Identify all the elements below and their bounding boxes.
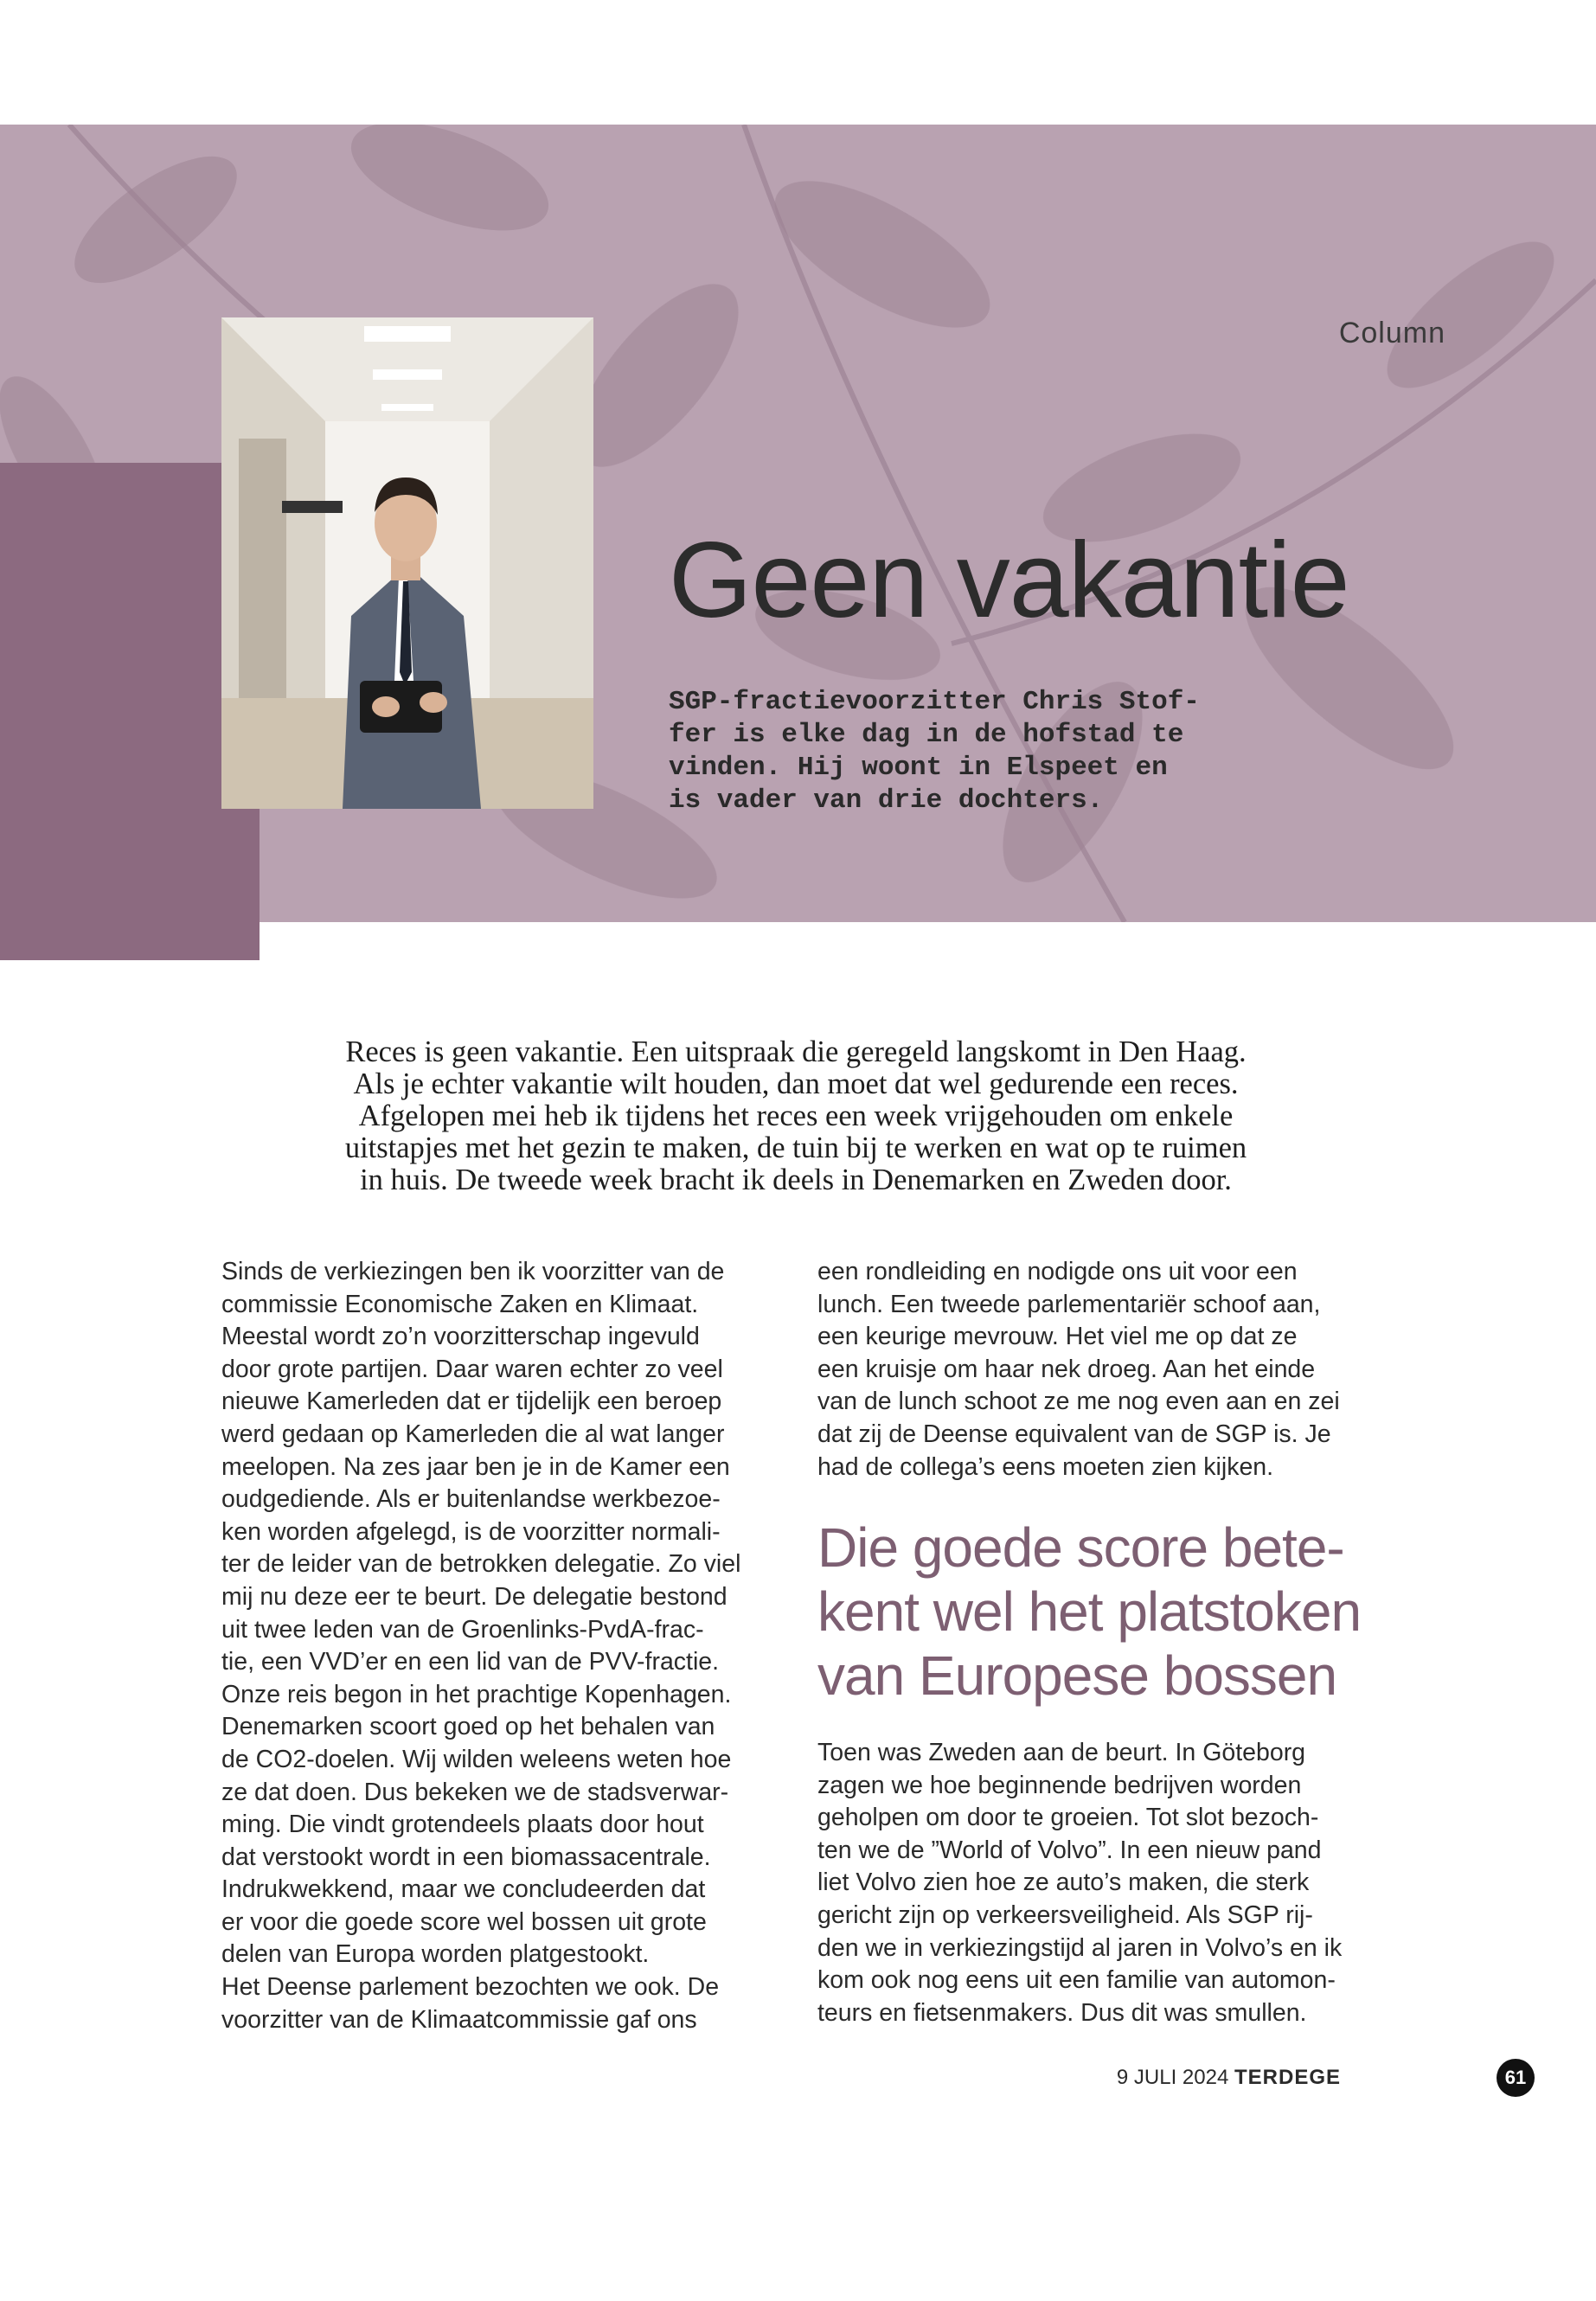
body-line: Onze reis begon in het prachtige Kopenhagen. xyxy=(221,1680,732,1708)
body-line: Het Deense parlement bezochten we ook. De xyxy=(221,1973,720,2002)
body-line: Meestal wordt zo’n voorzitterschap ingevuld xyxy=(221,1323,700,1351)
body-line: ming. Die vindt grotendeels plaats door hout xyxy=(221,1811,704,1839)
body-line: zagen we hoe beginnende bedrijven worden xyxy=(817,1771,1302,1799)
body-line: gericht zijn op verkeersveiligheid. Als SGP rij- xyxy=(817,1900,1313,1929)
body-line: door grote partijen. Daar waren echter zo veel xyxy=(221,1355,723,1383)
pull-quote-line: kent wel het platstoken xyxy=(817,1580,1362,1643)
body-line: teurs en fietsenmakers. Dus dit was smullen. xyxy=(817,1998,1307,2027)
body-line: ken worden afgelegd, is de voorzitter normali- xyxy=(221,1517,721,1546)
lead-line: uitstapjes met het gezin te maken, de tuin bij te werken en wat op te ruimen xyxy=(344,1131,1247,1164)
lead-line: Als je echter vakantie wilt houden, dan moet dat wel gedurende een reces. xyxy=(353,1067,1239,1100)
section-label: Column xyxy=(1338,317,1445,349)
body-line: er voor die goede score wel bossen uit grote xyxy=(221,1907,707,1936)
body-line: liet Volvo zien hoe ze auto’s maken, die sterk xyxy=(817,1868,1310,1897)
body-line: geholpen om door te groeien. Tot slot bezoch- xyxy=(817,1804,1319,1832)
body-line: mij nu deze eer te beurt. De delegatie bestond xyxy=(221,1582,727,1611)
body-line: oudgediende. Als er buitenlandse werkbezoe- xyxy=(221,1485,721,1514)
body-line: uit twee leden van de Groenlinks-PvdA-frac- xyxy=(221,1615,704,1644)
footer-issue xyxy=(1117,2066,1341,2090)
pull-quote xyxy=(817,1516,1423,1708)
body-line: Denemarken scoort goed op het behalen van xyxy=(221,1713,715,1741)
pull-quote-line: Die goede score bete- xyxy=(817,1516,1344,1579)
lead-paragraph xyxy=(216,1036,1375,1196)
body-line: dat verstookt wordt in een biomassacentrale. xyxy=(221,1843,711,1871)
body-line: ten we de ”World of Volvo”. In een nieuw pand xyxy=(817,1836,1322,1864)
intro-line: fer is elke dag in de hofstad te xyxy=(669,720,1184,750)
body-line: Indrukwekkend, maar we concludeerden dat xyxy=(221,1875,706,1904)
body-line: Toen was Zweden aan de beurt. In Göteborg xyxy=(817,1739,1306,1766)
body-line: dat zij de Deense equivalent van de SGP is. Je xyxy=(817,1420,1331,1448)
issue-date: 9 JULI 2024 xyxy=(1116,2066,1229,2089)
body-column-right-bottom xyxy=(817,1737,1388,2029)
body-line: kom ook nog eens uit een familie van automon- xyxy=(817,1966,1336,1995)
body-line: lunch. Een tweede parlementariër schoof aan, xyxy=(817,1290,1321,1318)
pull-quote-line: van Europese bossen xyxy=(817,1644,1337,1707)
body-column-right-top xyxy=(817,1256,1388,1484)
body-line: nieuwe Kamerleden dat er tijdelijk een beroep xyxy=(221,1388,722,1416)
body-line: den we in verkiezingstijd al jaren in Volvo’s en ik xyxy=(817,1933,1343,1962)
body-line: ze dat doen. Dus bekeken we de stadsverwar- xyxy=(221,1778,729,1806)
magazine-name: TERDEGE xyxy=(1234,2066,1341,2089)
body-line: ter de leider van de betrokken delegatie. Zo viel xyxy=(221,1550,741,1579)
body-line: de CO2-doelen. Wij wilden weleens weten hoe xyxy=(221,1745,732,1773)
body-column-left xyxy=(221,1256,775,2036)
body-line: werd gedaan op Kamerleden die al wat langer xyxy=(221,1420,725,1448)
body-line: commissie Economische Zaken en Klimaat. xyxy=(221,1290,699,1318)
body-line: van de lunch schoot ze me nog even aan en zei xyxy=(817,1388,1340,1416)
body-line: een rondleiding en nodigde ons uit voor een xyxy=(817,1258,1298,1285)
article-title: Geen vakantie xyxy=(669,521,1349,640)
page-number: 61 xyxy=(1497,2059,1535,2097)
body-line: een keurige mevrouw. Het viel me op dat ze xyxy=(817,1323,1298,1351)
lead-line: Reces is geen vakantie. Een uitspraak die geregeld langskomt in Den Haag. xyxy=(345,1035,1247,1068)
intro-line: is vader van drie dochters. xyxy=(669,785,1104,816)
portrait-photo xyxy=(221,317,593,809)
body-line: voorzitter van de Klimaatcommissie gaf ons xyxy=(221,2005,697,2034)
body-line: had de collega’s eens moeten zien kijken. xyxy=(817,1452,1274,1481)
lead-line: in huis. De tweede week bracht ik deels in Denemarken en Zweden door. xyxy=(360,1163,1232,1196)
intro-line: vinden. Hij woont in Elspeet en xyxy=(669,753,1168,783)
intro-line: SGP-fractievoorzitter Chris Stof- xyxy=(669,687,1200,717)
body-line: delen van Europa worden platgestookt. xyxy=(221,1940,650,1969)
lead-line: Afgelopen mei heb ik tijdens het reces een week vrijgehouden om enkele xyxy=(358,1099,1234,1132)
accent-block xyxy=(0,463,260,960)
body-line: een kruisje om haar nek droeg. Aan het einde xyxy=(817,1355,1316,1383)
author-intro xyxy=(669,686,1257,817)
body-line: meelopen. Na zes jaar ben je in de Kamer een xyxy=(221,1452,730,1481)
body-line: Sinds de verkiezingen ben ik voorzitter van de xyxy=(221,1258,725,1285)
body-line: tie, een VVD’er en een lid van de PVV-fractie. xyxy=(221,1648,720,1676)
